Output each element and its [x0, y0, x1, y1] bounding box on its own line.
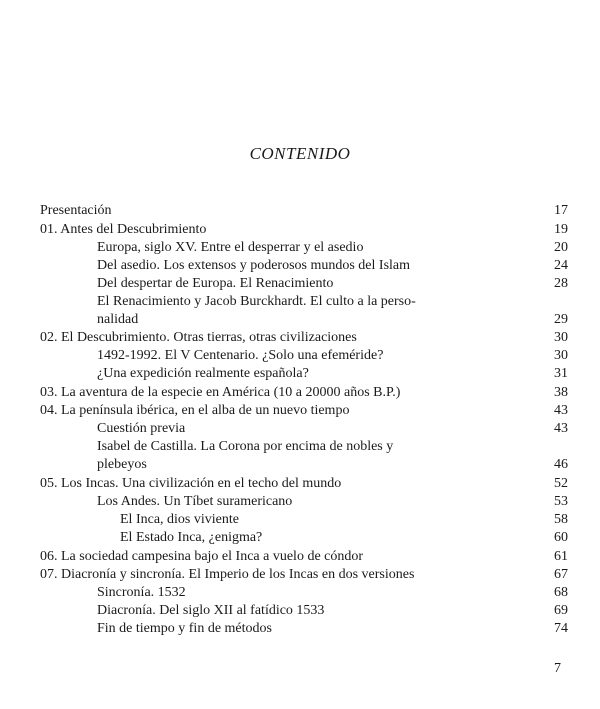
toc-entry-page: 43: [554, 403, 568, 418]
toc-entry-title: 04. La península ibérica, en el alba de un nuevo tiempo: [40, 403, 350, 418]
toc-entry-title: El Inca, dios viviente: [120, 512, 239, 527]
toc-entry-page: 19: [554, 222, 568, 237]
toc-entry-page: 30: [554, 330, 568, 345]
toc-entry: [40, 475, 568, 493]
toc-entry-title: 07. Diacronía y sincronía. El Imperio de los Incas en dos versiones: [40, 567, 415, 582]
toc-entry-title: Los Andes. Un Tíbet suramericano: [97, 494, 293, 509]
toc-entry-page: 31: [554, 366, 568, 381]
toc-entry-page: 43: [554, 421, 568, 436]
toc-entry-page: 29: [554, 312, 568, 327]
toc-entry-title: ¿Una expedición realmente española?: [97, 366, 309, 381]
toc-entry-page: 68: [554, 585, 568, 600]
toc-entry: [97, 239, 568, 257]
toc-entry-page: 58: [554, 512, 568, 527]
toc-entry: [97, 456, 568, 474]
toc-entry-title: Cuestión previa: [97, 421, 186, 436]
toc-entry-page: 46: [554, 457, 568, 472]
toc-entry: [97, 365, 568, 383]
toc-entry-title: nalidad: [97, 312, 139, 327]
toc-entry: [97, 602, 568, 620]
toc-entry: [97, 257, 568, 275]
toc-entry: [40, 548, 568, 566]
toc-entry-page: 67: [554, 567, 568, 582]
toc-entry: [97, 347, 568, 365]
toc-entry-title: plebeyos: [97, 457, 147, 472]
toc-entry-title: Del despertar de Europa. El Renacimiento: [97, 276, 334, 291]
toc-entry-title: 01. Antes del Descubrimiento: [40, 222, 207, 237]
toc-entry-title: Sincronía. 1532: [97, 585, 186, 600]
toc-entry: [40, 329, 568, 347]
toc-entry: [97, 420, 568, 438]
toc-entry-title: Fin de tiempo y fin de métodos: [97, 621, 272, 636]
toc-entry: [40, 202, 568, 220]
toc-entry-page: 74: [554, 621, 568, 636]
toc-entry-page: 30: [554, 348, 568, 363]
toc-entry-title: 06. La sociedad campesina bajo el Inca a vuelo de cóndor: [40, 549, 364, 564]
toc-entry-page: 60: [554, 530, 568, 545]
toc-entry-title: El Estado Inca, ¿enigma?: [120, 530, 263, 545]
toc-entry: [97, 438, 568, 456]
toc-entry-title: 02. El Descubrimiento. Otras tierras, otras civilizaciones: [40, 330, 357, 345]
toc-entry-page: 53: [554, 494, 568, 509]
toc-entry: [97, 275, 568, 293]
toc-entry: [40, 384, 568, 402]
toc-entry: [97, 620, 568, 638]
toc-entry-title: 03. La aventura de la especie en América (10 a 20000 años B.P.): [40, 385, 401, 400]
toc-entry-title: Isabel de Castilla. La Corona por encima de nobles y: [97, 439, 394, 454]
page-title: CONTENIDO: [249, 144, 351, 163]
toc-entry: [40, 402, 568, 420]
toc-entry-page: 38: [554, 385, 568, 400]
toc-entry-title: Europa, siglo XV. Entre el desperrar y el asedio: [97, 240, 364, 255]
toc-entry: [97, 293, 568, 311]
toc-entry-title: 1492-1992. El V Centenario. ¿Solo una efeméride?: [97, 348, 384, 363]
toc-entry-page: 69: [554, 603, 568, 618]
toc-entry-title: El Renacimiento y Jacob Burckhardt. El culto a la perso-: [97, 294, 416, 309]
toc-entry-title: 05. Los Incas. Una civilización en el techo del mundo: [40, 476, 342, 491]
toc-entry: [97, 584, 568, 602]
toc-entry-page: 52: [554, 476, 568, 491]
toc-entry: [40, 221, 568, 239]
toc-entry-title: Presentación: [40, 203, 112, 218]
toc-entry: [97, 493, 568, 511]
page-number: 7: [554, 661, 561, 676]
toc-entry: [120, 511, 568, 529]
toc-entry-page: 28: [554, 276, 568, 291]
toc-entry: [97, 311, 568, 329]
toc-entry-page: 17: [554, 203, 568, 218]
toc-entry-page: 61: [554, 549, 568, 564]
toc-entry-title: Del asedio. Los extensos y poderosos mundos del Islam: [97, 258, 411, 273]
toc-entry: [40, 566, 568, 584]
toc-entry-page: 24: [554, 258, 568, 273]
toc-entry-page: 20: [554, 240, 568, 255]
toc-entry: [120, 529, 568, 547]
toc-entry-title: Diacronía. Del siglo XII al fatídico 1533: [97, 603, 325, 618]
